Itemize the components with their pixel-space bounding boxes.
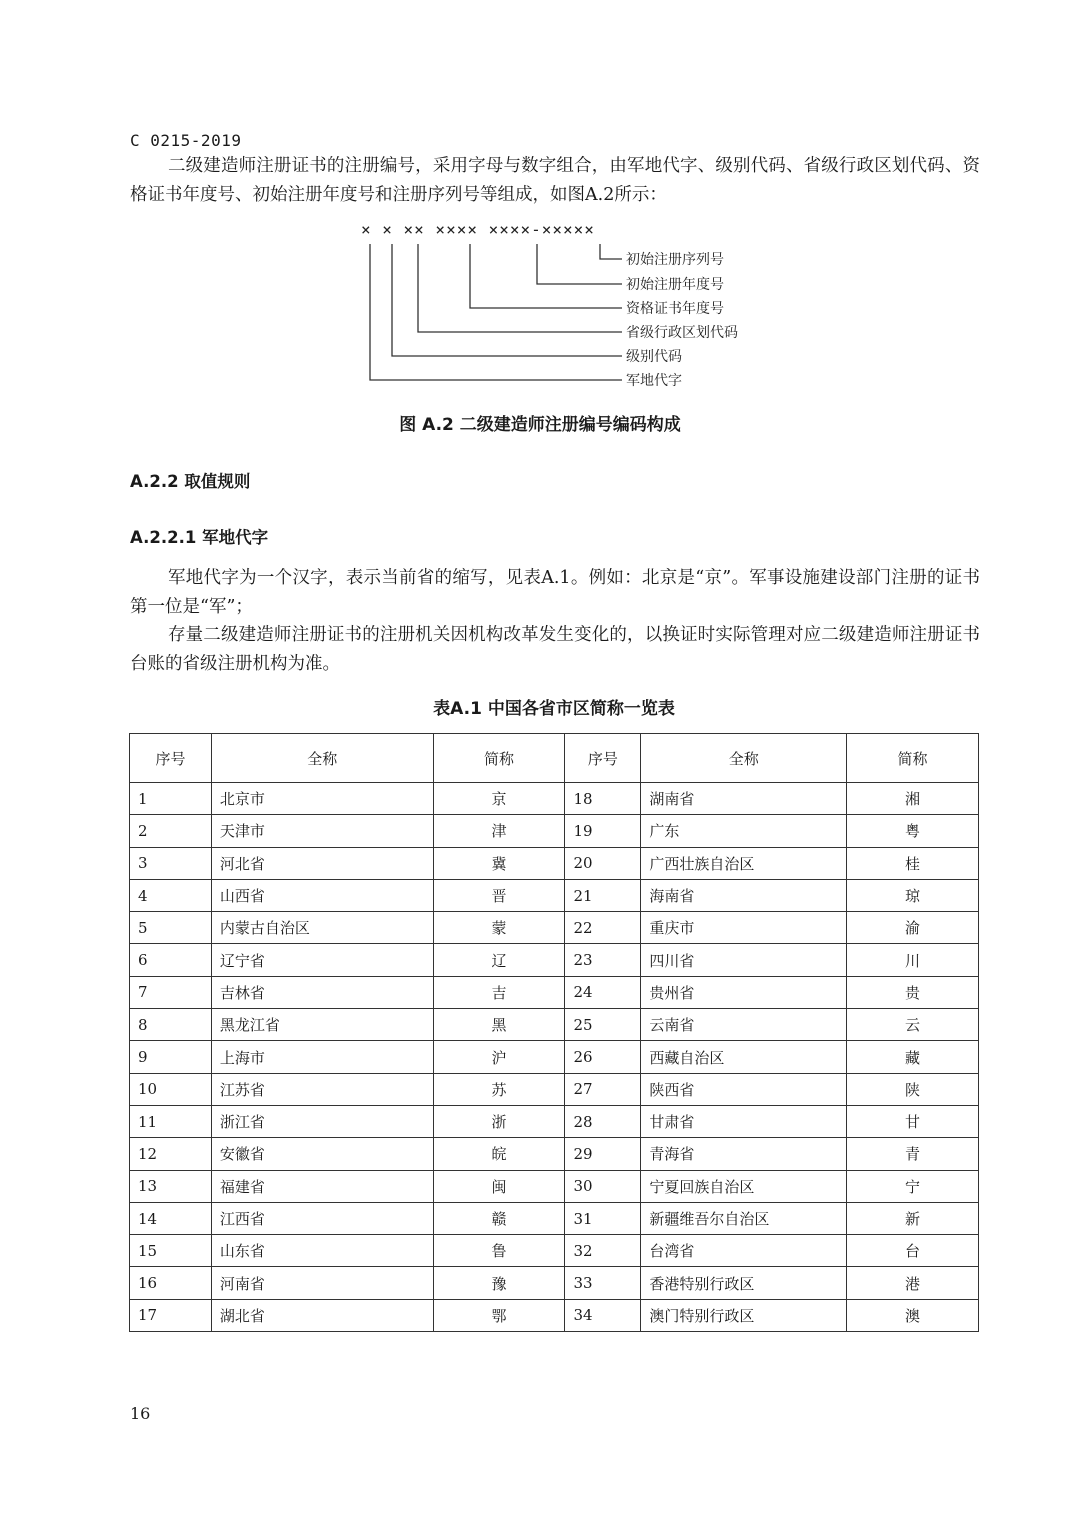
province-abbreviation-table [129, 733, 979, 1332]
header-fullname-2: 全称 [641, 734, 847, 783]
rule-paragraph-1: 军地代字为一个汉字，表示当前省的缩写，见表A.1。例如：北京是“京”。军事设施建设部门注册的证书第一位是“军”； [130, 568, 980, 617]
label-level-code: 级别代码 [626, 349, 682, 365]
row-fullname: 西藏自治区 [641, 1041, 847, 1073]
table-row [130, 1267, 979, 1299]
row-index: 17 [130, 1299, 212, 1331]
row-abbr: 津 [433, 815, 565, 847]
header-abbr-2: 简称 [847, 734, 979, 783]
row-abbr: 陕 [847, 1073, 979, 1105]
row-index: 11 [130, 1105, 212, 1137]
table-row [130, 879, 979, 911]
row-index: 20 [565, 847, 641, 879]
row-fullname: 澳门特别行政区 [641, 1299, 847, 1331]
label-initial-year: 初始注册年度号 [626, 277, 724, 293]
row-fullname: 上海市 [211, 1041, 433, 1073]
row-fullname: 山东省 [211, 1235, 433, 1267]
row-fullname: 安徽省 [211, 1138, 433, 1170]
row-index: 15 [130, 1235, 212, 1267]
table-row [130, 1105, 979, 1137]
row-abbr: 沪 [433, 1041, 565, 1073]
leader-line-initial-year [537, 244, 622, 284]
row-fullname: 辽宁省 [211, 944, 433, 976]
row-index: 22 [565, 912, 641, 944]
rule-paragraph-2: 存量二级建造师注册证书的注册机关因机构改革发生变化的，以换证时实际管理对应二级建造师注册证书台账的省级注册机构为准。 [130, 625, 980, 674]
row-index: 14 [130, 1202, 212, 1234]
row-fullname: 广西壮族自治区 [641, 847, 847, 879]
row-fullname: 湖南省 [641, 783, 847, 815]
row-abbr: 晋 [433, 879, 565, 911]
row-fullname: 河南省 [211, 1267, 433, 1299]
row-index: 34 [565, 1299, 641, 1331]
row-abbr: 冀 [433, 847, 565, 879]
row-index: 31 [565, 1202, 641, 1234]
row-fullname: 重庆市 [641, 912, 847, 944]
row-abbr: 湘 [847, 783, 979, 815]
row-fullname: 吉林省 [211, 976, 433, 1008]
row-fullname: 浙江省 [211, 1105, 433, 1137]
row-index: 12 [130, 1138, 212, 1170]
table-caption: 表A.1 中国各省市区简称一览表 [433, 699, 675, 719]
row-abbr: 澳 [847, 1299, 979, 1331]
row-abbr: 宁 [847, 1170, 979, 1202]
row-abbr: 鲁 [433, 1235, 565, 1267]
row-abbr: 闽 [433, 1170, 565, 1202]
row-abbr: 渝 [847, 912, 979, 944]
row-abbr: 皖 [433, 1138, 565, 1170]
row-fullname: 北京市 [211, 783, 433, 815]
row-abbr: 苏 [433, 1073, 565, 1105]
row-abbr: 川 [847, 944, 979, 976]
table-row [130, 1235, 979, 1267]
header-abbr-1: 简称 [433, 734, 565, 783]
registration-number-diagram [0, 0, 1080, 400]
row-index: 26 [565, 1041, 641, 1073]
row-abbr: 豫 [433, 1267, 565, 1299]
label-province-code: 省级行政区划代码 [626, 325, 738, 341]
row-index: 24 [565, 976, 641, 1008]
row-abbr: 港 [847, 1267, 979, 1299]
leader-line-province-code [418, 244, 622, 332]
table-row [130, 944, 979, 976]
subsection-heading: A.2.2.1 军地代字 [130, 528, 269, 547]
page-number: 16 [130, 1404, 151, 1423]
row-fullname: 宁夏回族自治区 [641, 1170, 847, 1202]
row-fullname: 黑龙江省 [211, 1009, 433, 1041]
registration-number-format: × × ×× ×××× ××××-××××× [361, 220, 595, 239]
row-fullname: 青海省 [641, 1138, 847, 1170]
row-index: 28 [565, 1105, 641, 1137]
table-header-row [130, 734, 979, 783]
table-body [130, 783, 979, 1332]
table-row [130, 1041, 979, 1073]
row-index: 10 [130, 1073, 212, 1105]
header-fullname-1: 全称 [211, 734, 433, 783]
row-index: 29 [565, 1138, 641, 1170]
row-fullname: 内蒙古自治区 [211, 912, 433, 944]
row-fullname: 河北省 [211, 847, 433, 879]
row-fullname: 湖北省 [211, 1299, 433, 1331]
row-index: 33 [565, 1267, 641, 1299]
row-fullname: 广东 [641, 815, 847, 847]
row-index: 7 [130, 976, 212, 1008]
leader-line-level-code [392, 244, 622, 356]
row-fullname: 江苏省 [211, 1073, 433, 1105]
leader-line-serial [600, 244, 622, 259]
row-abbr: 粤 [847, 815, 979, 847]
row-fullname: 陕西省 [641, 1073, 847, 1105]
row-index: 23 [565, 944, 641, 976]
row-index: 1 [130, 783, 212, 815]
header-index-2: 序号 [565, 734, 641, 783]
label-region-char: 军地代字 [626, 373, 682, 389]
table-row [130, 976, 979, 1008]
row-fullname: 云南省 [641, 1009, 847, 1041]
row-fullname: 甘肃省 [641, 1105, 847, 1137]
row-fullname: 新疆维吾尔自治区 [641, 1202, 847, 1234]
row-index: 19 [565, 815, 641, 847]
row-fullname: 海南省 [641, 879, 847, 911]
header-index-1: 序号 [130, 734, 212, 783]
table-row [130, 1009, 979, 1041]
table-row [130, 1073, 979, 1105]
row-abbr: 甘 [847, 1105, 979, 1137]
row-index: 6 [130, 944, 212, 976]
row-abbr: 桂 [847, 847, 979, 879]
row-abbr: 新 [847, 1202, 979, 1234]
row-index: 32 [565, 1235, 641, 1267]
row-abbr: 吉 [433, 976, 565, 1008]
row-fullname: 福建省 [211, 1170, 433, 1202]
label-cert-year: 资格证书年度号 [626, 301, 724, 317]
row-index: 16 [130, 1267, 212, 1299]
standard-code: C 0215-2019 [130, 131, 242, 150]
leader-line-cert-year [470, 244, 622, 308]
row-index: 13 [130, 1170, 212, 1202]
table-row [130, 1299, 979, 1331]
row-index: 3 [130, 847, 212, 879]
row-abbr: 鄂 [433, 1299, 565, 1331]
row-abbr: 赣 [433, 1202, 565, 1234]
row-abbr: 藏 [847, 1041, 979, 1073]
row-fullname: 四川省 [641, 944, 847, 976]
row-fullname: 山西省 [211, 879, 433, 911]
intro-paragraph: 二级建造师注册证书的注册编号，采用字母与数字组合，由军地代字、级别代码、省级行政区划代码、资格证书年度号、初始注册年度号和注册序列号等组成，如图A.2所示： [130, 156, 980, 205]
table-row [130, 1170, 979, 1202]
row-index: 21 [565, 879, 641, 911]
row-abbr: 青 [847, 1138, 979, 1170]
row-fullname: 香港特别行政区 [641, 1267, 847, 1299]
row-abbr: 云 [847, 1009, 979, 1041]
row-fullname: 天津市 [211, 815, 433, 847]
row-index: 9 [130, 1041, 212, 1073]
row-index: 4 [130, 879, 212, 911]
row-abbr: 台 [847, 1235, 979, 1267]
table-row [130, 912, 979, 944]
row-abbr: 黑 [433, 1009, 565, 1041]
row-index: 27 [565, 1073, 641, 1105]
table-row [130, 783, 979, 815]
row-index: 30 [565, 1170, 641, 1202]
row-fullname: 江西省 [211, 1202, 433, 1234]
section-heading: A.2.2 取值规则 [130, 472, 251, 491]
table-row [130, 1202, 979, 1234]
table-row [130, 815, 979, 847]
figure-caption: 图 A.2 二级建造师注册编号编码构成 [399, 415, 681, 435]
row-abbr: 贵 [847, 976, 979, 1008]
row-abbr: 京 [433, 783, 565, 815]
row-abbr: 浙 [433, 1105, 565, 1137]
row-fullname: 台湾省 [641, 1235, 847, 1267]
row-abbr: 辽 [433, 944, 565, 976]
table-row [130, 847, 979, 879]
label-serial: 初始注册序列号 [626, 252, 724, 268]
table-row [130, 1138, 979, 1170]
row-abbr: 蒙 [433, 912, 565, 944]
row-abbr: 琼 [847, 879, 979, 911]
leader-line-region-char [370, 244, 622, 380]
row-index: 18 [565, 783, 641, 815]
row-index: 8 [130, 1009, 212, 1041]
row-index: 25 [565, 1009, 641, 1041]
row-index: 2 [130, 815, 212, 847]
row-fullname: 贵州省 [641, 976, 847, 1008]
row-index: 5 [130, 912, 212, 944]
